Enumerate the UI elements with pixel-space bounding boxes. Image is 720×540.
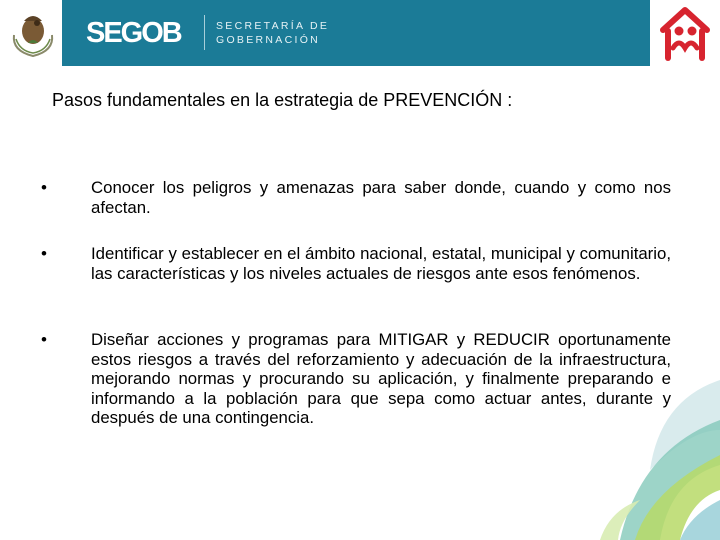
green-teal-swoosh-decoration bbox=[540, 360, 720, 540]
page-title: Pasos fundamentales en la estrategia de PREVENCIÓN : bbox=[52, 90, 513, 110]
department-line-1: SECRETARÍA DE bbox=[216, 20, 330, 32]
list-item-text: Diseñar acciones y programas para MITIGAR y REDUCIR oportunamente estos riesgos a través del reforzamiento y adecuación de la infraestructura, mejorando normas y procurando su aplicación, y finalmente preparando e informando a la población para que sepa como actuar antes, durante y después de una contingencia. bbox=[91, 330, 671, 427]
department-line-2: GOBERNACIÓN bbox=[216, 34, 321, 46]
list-item-text: Conocer los peligros y amenazas para saber donde, cuando y como nos afectan. bbox=[91, 178, 671, 217]
bullet-icon: • bbox=[41, 330, 47, 349]
bullet-icon: • bbox=[41, 244, 47, 263]
bullet-icon: • bbox=[41, 178, 47, 197]
list-item-text: Identificar y establecer en el ámbito nacional, estatal, municipal y comunitario, las características y los niveles actuales de riesgos ante esos fenómenos. bbox=[91, 244, 671, 283]
segob-logo-text: SEGOB bbox=[86, 17, 181, 49]
